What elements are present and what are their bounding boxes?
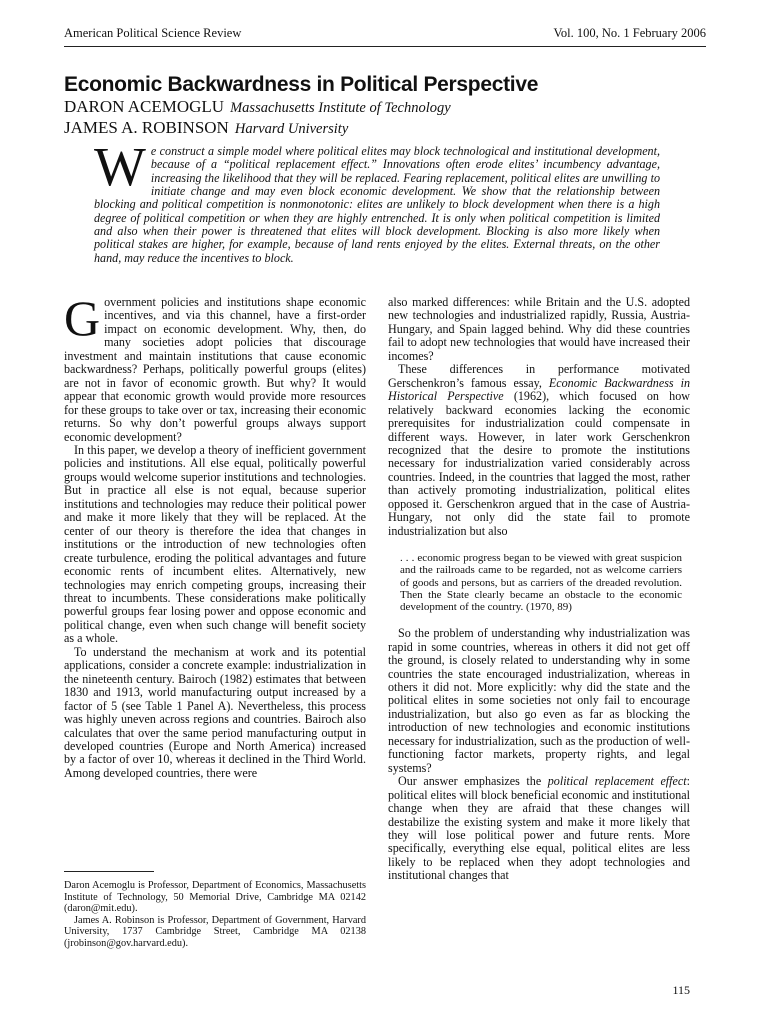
- book-title: Economic Backwardness in Historical Perspective: [388, 375, 690, 404]
- emphasis-term: political replacement effect: [547, 774, 687, 789]
- abstract-text: e construct a simple model where political elites may block technological and institutional development, because of a “political replacement effect.” Innovations often erode elites’ incumbency advantage, increasing the likelihood that they will be replaced. Fearing replacement, political elites are unwilling to initiate change and may even block economic development. We show that the relationship between blocking and political competition is nonmonotonic: elites are unlikely to block development when there is a high degree of political competition or when they are highly entrenched. It is only when political competition is limited and also when their power is threatened that elites will block development. Blocking is also more likely when political stakes are higher, for example, because of land rents enjoyed by the elites. External threats, on the other hand, may reduce the incentives to block.: [94, 144, 660, 265]
- footnote: Daron Acemoglu is Professor, Department of Economics, Massachusetts Institute of Technology, 50 Memorial Drive, Cambridge MA 02142 (daron@mit.edu).: [64, 880, 366, 915]
- abstract: [94, 136, 660, 265]
- footnote: James A. Robinson is Professor, Department of Government, Harvard University, 1737 Cambridge Street, Cambridge MA 02138 (jrobinson@gov.harvard.edu).: [64, 914, 366, 949]
- paragraph: To understand the mechanism at work and its potential applications, consider a concrete example: industrialization in the nineteenth century. Bairoch (1982) estimates that between 1830 and 1913, world manufacturing output increased by a factor of 5 (see Table 1 Panel A). Nevertheless, this process was highly uneven across regions and countries. Bairoch also calculates that over the same period manufacturing output in developed countries (Europe and North America) increased by a factor of over 10, whereas it declined in the Third World. Among developed countries, there were: [64, 644, 366, 780]
- paragraph: In this paper, we develop a theory of inefficient government policies and institutions. All else equal, politically powerful groups would welcome superior institutions and technologies. But in practice all else is not equal, because superior institutions and technologies may reduce their political power and make it more likely that they will be replaced. At the center of our theory is therefore the idea that changes in institutions or the introduction of new technologies often create turbulence, eroding the political advantages and future economic rents of incumbent elites. Alternatively, new technologies may enrich competing groups, increasing their threat to incumbents. These considerations make politically powerful groups fear losing power and oppose economic and political change, even when such change will benefit society as a whole.: [64, 442, 366, 646]
- author-block: [64, 97, 451, 139]
- paragraph: Our answer emphasizes the political replacement effect: political elites will block beneficial economic and institutional change when they are afraid that these changes will destabilize the existing system and make it more likely that they will lose political power and future rents. More specifically, everything else equal, political elites are less likely to be replaced when they adopt technologies and institutional changes that: [388, 774, 690, 883]
- author-footnotes: [64, 880, 366, 950]
- page-number: 115: [672, 983, 690, 997]
- issue-info: Vol. 100, No. 1 February 2006: [553, 26, 706, 40]
- journal-name: American Political Science Review: [64, 26, 242, 40]
- paragraph: Government policies and institutions shape economic incentives, and via this channel, have a first-order impact on economic development. Why, then, do many societies adopt policies that discourage investment and maintain institutions that cause economic backwardness? Perhaps, politically powerful groups (elites) are not in favor of economic growth. But why? It would appear that economic growth would provide more resources for these groups to take over or tax, increasing their economic returns. So why don’t powerful groups always support economic development?: [64, 290, 366, 444]
- paragraph: also marked differences: while Britain and the U.S. adopted new technologies and industrialized rapidly, Russia, Austria-Hungary, and Spain lagged behind. Why did these countries fail to adopt new technologies that would have increased their incomes?: [388, 295, 690, 363]
- paragraph: So the problem of understanding why industrialization was rapid in some countries, whereas in others it did not get off the ground, is closely related to understanding why in some countries the state encouraged industrialization, whereas in others it did not. More explicitly: why did the state and the political elites in some societies not only fail to encourage industrialization, but also go even as far as blocking the introduction of new technologies and economic institutions necessary for industrialization, such as the production of well-functioning factor markets, property rights, and legal systems?: [388, 626, 690, 775]
- author-1: [64, 97, 451, 118]
- author-name: JAMES A. ROBINSON: [64, 118, 229, 137]
- author-affiliation: Massachusetts Institute of Technology: [230, 100, 451, 116]
- abstract-dropcap: W: [94, 136, 146, 197]
- running-head: [64, 26, 706, 41]
- body-dropcap: G: [64, 290, 101, 346]
- author-name: DARON ACEMOGLU: [64, 97, 225, 116]
- paragraph: These differences in performance motivated Gerschenkron’s famous essay, Economic Backwardness in Historical Perspective (1962), which focused on how relatively backward economies lacking the economic prerequisites for industrialization could compensate in different ways. However, in later work Gerschenkron recognized that the desire to promote the institutions necessary for industrialization varied considerably across countries. Indeed, in the countries that lagged the most, rather than actively promoting industrialization, political elites opposed it. Gerschenkron argued that in the case of Austria-Hungary, not only did the state fail to promote industrialization but also: [388, 362, 690, 538]
- footnote-rule: [64, 871, 154, 872]
- header-rule: [64, 46, 706, 47]
- author-affiliation: Harvard University: [234, 121, 349, 137]
- block-quote: . . . economic progress began to be viewed with great suspicion and the railroads came to be regarded, not as welcome carriers of goods and persons, but as carriers of the dreaded revolution. Then the State clearly became an obstacle to the economic development of the country. (1970, 89): [400, 552, 682, 613]
- right-column: [388, 296, 690, 883]
- left-column: [64, 290, 366, 780]
- article-title: Economic Backwardness in Political Perspective: [64, 73, 539, 96]
